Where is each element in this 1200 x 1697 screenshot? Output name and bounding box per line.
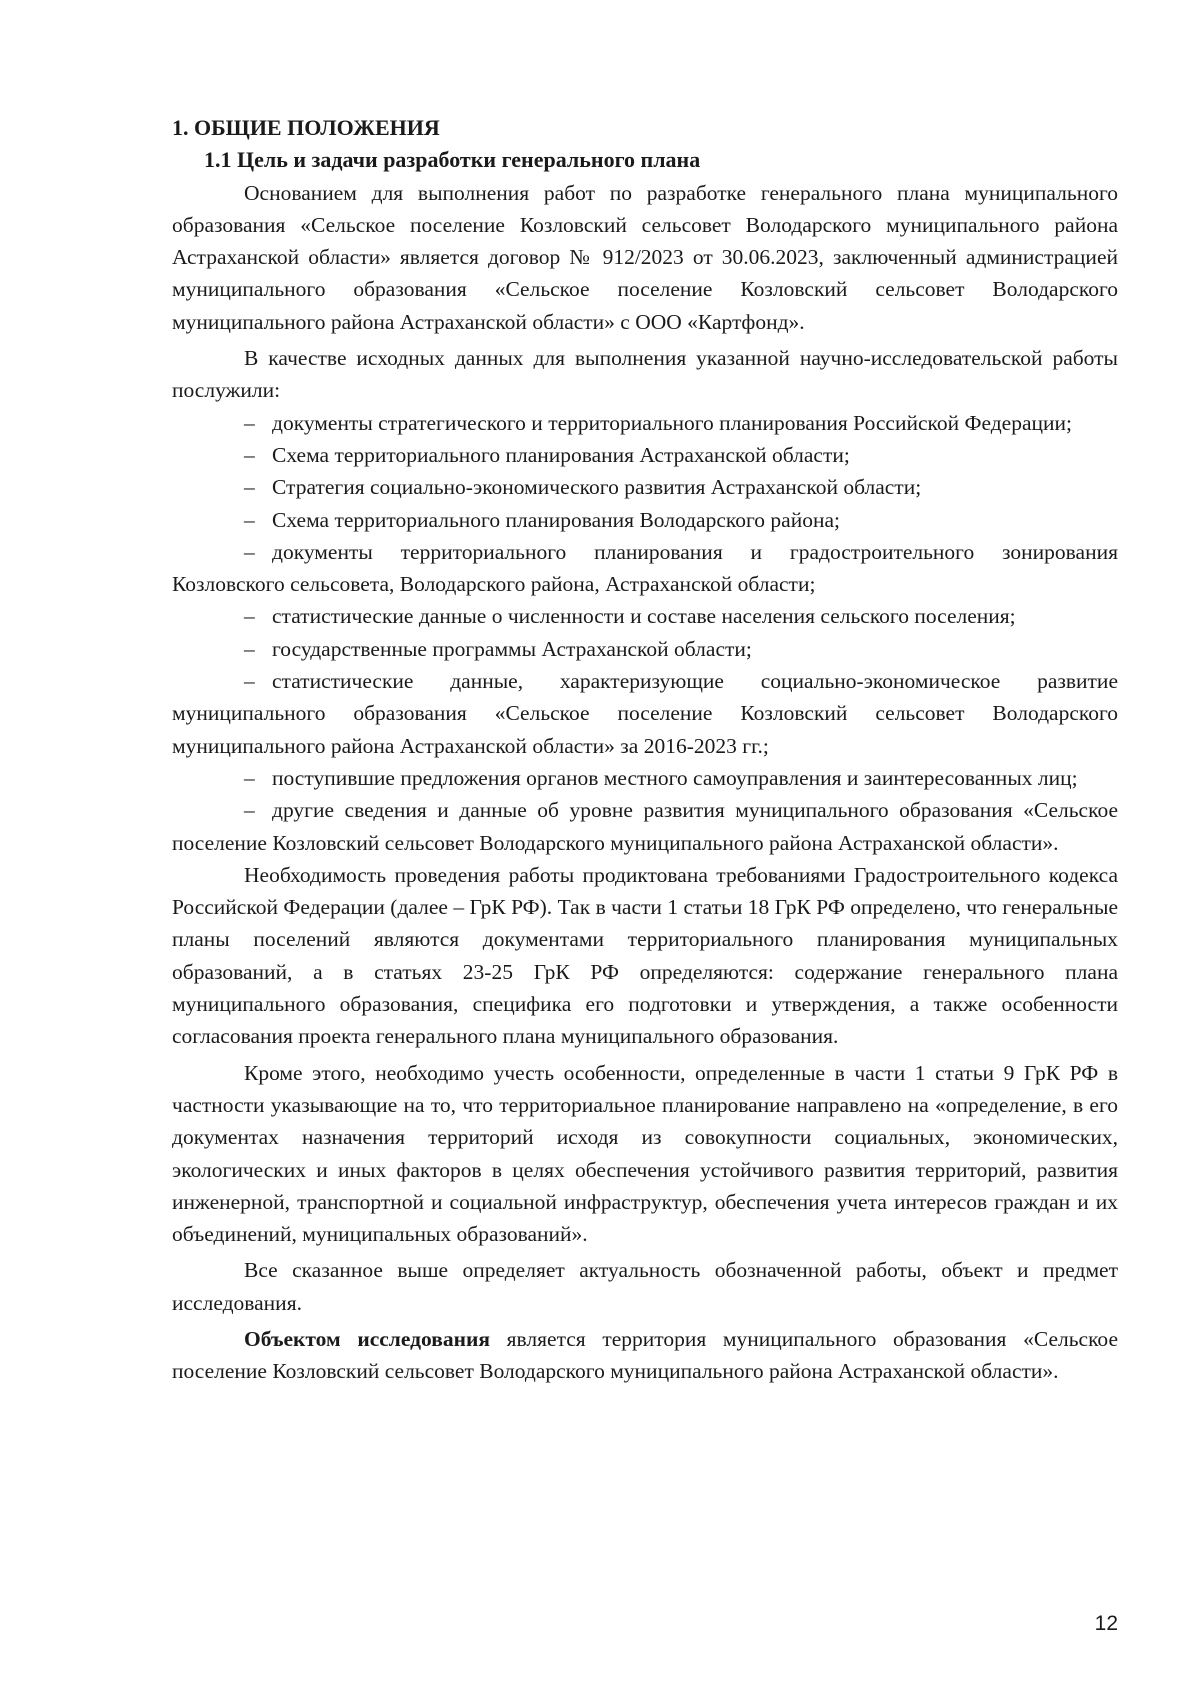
- list-item: [172, 665, 1118, 762]
- dash-marker: –: [244, 475, 255, 500]
- list-item: [172, 536, 1118, 601]
- dash-marker: –: [244, 669, 255, 694]
- dash-marker: –: [244, 604, 255, 629]
- list-item-text: Схема территориального планирования Володарского района;: [272, 507, 840, 532]
- dash-marker: –: [244, 765, 255, 790]
- list-item: [172, 633, 1118, 665]
- list-item-text: статистические данные, характеризующие социально-экономическое развитие муниципального образования «Сельское поселение Козловский сельсовет Володарского муниципального района Астраханской области» за 2016-2023 гг.;: [172, 669, 1118, 758]
- dash-marker: –: [244, 539, 255, 564]
- dash-marker: –: [244, 410, 255, 435]
- list-item: [172, 794, 1118, 859]
- paragraph-considerations: Кроме этого, необходимо учесть особенности, определенные в части 1 статьи 9 ГрК РФ в частности указывающие на то, что территориальное планирование направлено на «определение, в его документах назначения территорий исходя из совокупности социальных, экономических, экологических и иных факторов в целях обеспечения устойчивого развития территорий, развития инженерной, транспортной и социальной инфраструктур, обеспечения учета интересов граждан и их объединений, муниципальных образований».: [172, 1060, 1118, 1247]
- paragraph-necessity: Необходимость проведения работы продиктована требованиями Градостроительного кодекса Российской Федерации (далее – ГрК РФ). Так в части 1 статьи 18 ГрК РФ определено, что генеральные планы поселений являются документами территориального планирования муниципальных образований, а в статьях 23-25 ГрК РФ определяются: содержание генерального плана муниципального образования, специфика его подготовки и утверждения, а также особенности согласования проекта генерального плана муниципального образования.: [172, 862, 1118, 1049]
- dash-marker: –: [244, 442, 255, 467]
- section-heading: 1. ОБЩИЕ ПОЛОЖЕНИЯ: [172, 115, 440, 140]
- document-page: [172, 112, 1118, 1388]
- page-number: 12: [1094, 1612, 1118, 1635]
- list-item-text: поступившие предложения органов местного самоуправления и заинтересованных лиц;: [272, 765, 1078, 790]
- list-item-text: Стратегия социально-экономического развития Астраханской области;: [272, 475, 922, 500]
- list-item: [172, 600, 1118, 632]
- paragraph-basis: Основанием для выполнения работ по разработке генерального плана муниципального образования «Сельское поселение Козловский сельсовет Володарского муниципального района Астраханской области» является договор № 912/2023 от 30.06.2023, заключенный администрацией муниципального образования «Сельское поселение Козловский сельсовет Володарского муниципального района Астраханской области» с ООО «Картфонд».: [172, 180, 1118, 334]
- list-item-text: документы территориального планирования и градостроительного зонирования Козловского сельсовета, Володарского района, Астраханской области;: [172, 539, 1118, 597]
- dash-marker: –: [244, 507, 255, 532]
- paragraph-relevance: Все сказанное выше определяет актуальность обозначенной работы, объект и предмет исследования.: [172, 1258, 1118, 1315]
- list-item-text: Схема территориального планирования Астраханской области;: [272, 442, 850, 467]
- list-item-text: статистические данные о численности и составе населения сельского поселения;: [272, 604, 1016, 629]
- list-item: [172, 504, 1118, 536]
- section-subheading: 1.1 Цель и задачи разработки генерального плана: [204, 147, 701, 173]
- list-item-text: государственные программы Астраханской области;: [272, 636, 752, 661]
- paragraph-research-object: [172, 1323, 1118, 1388]
- list-item: [172, 439, 1118, 471]
- research-object-text: является территория муниципального образования «Сельское поселение Козловский сельсовет Володарского муниципального района Астраханской области».: [172, 1326, 1118, 1384]
- research-object-label: Объектом исследования: [244, 1326, 490, 1351]
- list-item: [172, 471, 1118, 503]
- list-item: [172, 407, 1118, 439]
- paragraph-source-data-intro: В качестве исходных данных для выполнения указанной научно-исследовательской работы послужили:: [172, 346, 1118, 403]
- list-item-text: другие сведения и данные об уровне развития муниципального образования «Сельское поселение Козловский сельсовет Володарского муниципального района Астраханской области».: [172, 798, 1118, 855]
- list-item: [172, 762, 1118, 794]
- dash-marker: –: [244, 636, 255, 661]
- list-item-text: документы стратегического и территориального планирования Российской Федерации;: [272, 410, 1073, 435]
- dash-marker: –: [244, 798, 255, 823]
